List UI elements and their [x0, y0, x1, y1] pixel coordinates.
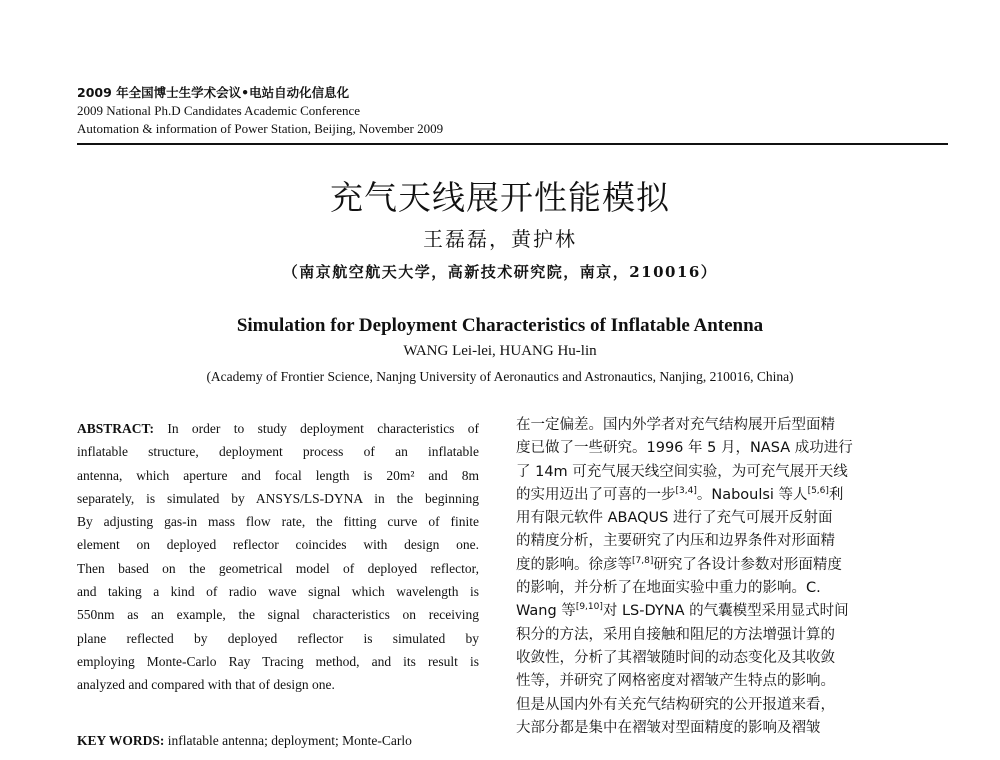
affiliation-cn: （南京航空航天大学，高新技术研究院，南京，210016）: [282, 263, 718, 281]
body-line: 积分的方法，采用自接触和阻尼的方法增强计算的: [516, 626, 835, 643]
body-line: 的影响，并分析了在地面实验中重力的影响。C.: [516, 580, 821, 597]
keywords-label: KEY WORDS:: [77, 733, 165, 748]
abstract-line: antenna, which aperture and focal length is 20m² and 8m: [77, 467, 479, 483]
body-line: 但是从国内外有关充气结构研究的公开报道来看，: [516, 696, 835, 713]
body-line: 度的影响。徐彦等[7,8]研究了各设计参数对形面精度: [516, 555, 842, 573]
body-line: 收敛性，分析了其褶皱随时间的动态变化及其收敛: [516, 649, 835, 666]
conference-line-en: 2009 National Ph.D Candidates Academic Conference: [77, 103, 361, 118]
abstract-line: employing Monte-Carlo Ray Tracing method, and its result is: [77, 653, 479, 669]
body-line: 在一定偏差。国内外学者对充气结构展开后型面精: [516, 417, 835, 433]
abstract-line: plane reflected by deployed reflector is simulated by: [77, 630, 479, 646]
abstract-line: separately, is simulated by ANSYS/LS-DYNA in the beginning: [77, 490, 479, 506]
header-divider: [77, 143, 948, 145]
body-line: 用有限元软件 ABAQUS 进行了充气可展开反射面: [516, 510, 833, 527]
paper-title-cn: 充气天线展开性能模拟: [330, 178, 670, 217]
abstract-line: 550nm as an example, the signal characteristics on receiving: [77, 607, 479, 623]
authors-cn: 王磊磊，黄护林: [423, 227, 577, 251]
body-line: 了 14m 可充气展天线空间实验，为可充气展开天线: [516, 463, 848, 480]
conference-line-cn: 2009 年全国博士生学术会议•电站自动化信息化: [77, 85, 350, 100]
citation-ref: [5,6]: [807, 486, 829, 497]
abstract-line: By adjusting gas-in mass flow rate, the fitting curve of finite: [77, 514, 479, 530]
body-text-cn: [516, 414, 919, 740]
citation-ref: [3,4]: [675, 486, 697, 497]
abstract-line: ABSTRACT: In order to study deployment characteristics of: [77, 421, 479, 436]
abstract-line: Then based on the geometrical model of deployed reflector,: [77, 560, 479, 576]
abstract-line: analyzed and compared with that of design one.: [77, 677, 335, 693]
paper-title-en: Simulation for Deployment Characteristics of Inflatable Antenna: [236, 315, 764, 336]
affiliation-en: (Academy of Frontier Science, Nanjng University of Aeronautics and Astronautics, Nanjing, 210016, China): [206, 369, 794, 384]
body-line: 大部分都是集中在褶皱对型面精度的影响及褶皱: [516, 719, 821, 736]
abstract-line: element on deployed reflector coincides with design one.: [77, 537, 479, 553]
authors-en: WANG Lei-lei, HUANG Hu-lin: [403, 343, 597, 359]
abstract-label: ABSTRACT:: [77, 421, 155, 436]
keywords: [77, 733, 479, 749]
body-line: 度已做了一些研究。1996 年 5 月，NASA 成功进行: [516, 440, 853, 457]
abstract-line: and taking a kind of radio wave signal which wavelength is: [77, 584, 479, 600]
abstract-line: inflatable structure, deployment process of an inflatable: [77, 444, 479, 460]
keywords-text: inflatable antenna; deployment; Monte-Carlo: [164, 733, 412, 748]
citation-ref: [7,8]: [632, 555, 654, 566]
body-line: 的精度分析，主要研究了内压和边界条件对形面精: [516, 533, 835, 550]
body-line: 性等，并研究了网格密度对褶皱产生特点的影响。: [516, 673, 835, 690]
body-line: 的实用迈出了可喜的一步[3,4]。Naboulsi 等人[5,6]利: [516, 486, 844, 503]
conference-header: [77, 84, 947, 138]
conference-venue: Automation & information of Power Station, Beijing, November 2009: [77, 121, 444, 136]
citation-ref: [9,10]: [575, 602, 603, 613]
body-line: Wang 等[9,10]对 LS-DYNA 的气囊模型采用显式时间: [516, 602, 849, 620]
abstract-section: [77, 417, 479, 697]
